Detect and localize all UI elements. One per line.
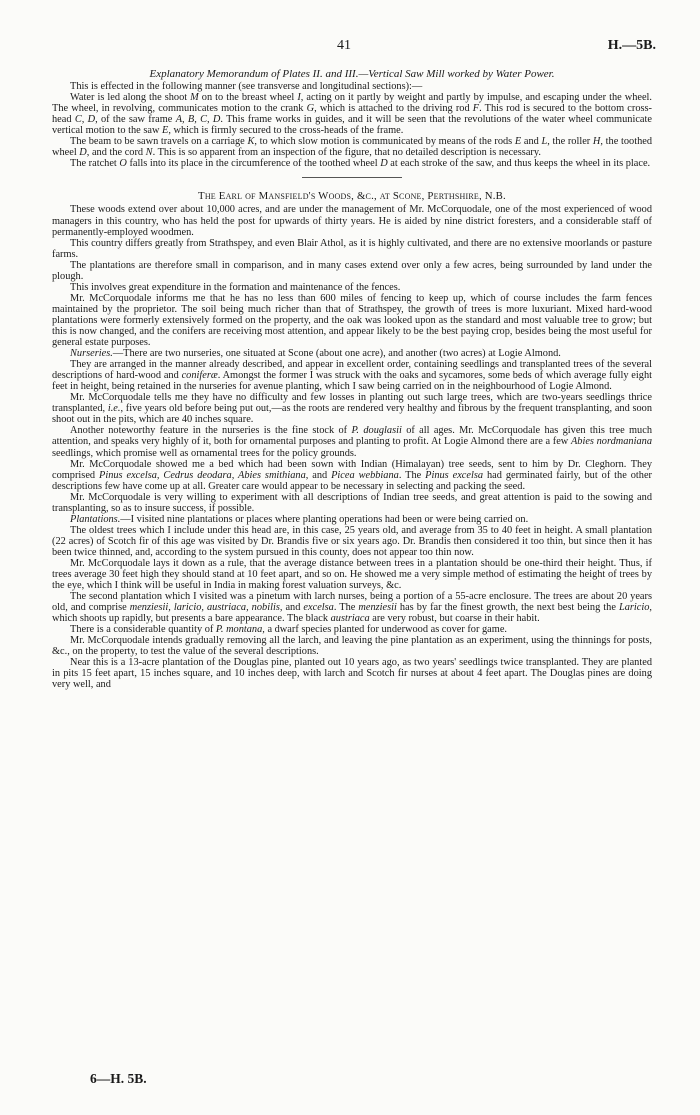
paragraph: The oldest trees which I include under this head are, in this case, 25 years old, and average from 35 to 40 feet in height. A small plantation (22 acres) of Scotch fir of this age was visited by Dr. Brandis five or six years ago. Dr. Brandis then considered it too thin, but since then it has been twice thinned, and, according to the system pursued in this county, does not appear too thin now.: [52, 524, 652, 558]
paragraph: They are arranged in the manner already described, and appear in excellent order, containing seedlings and transplanted trees of the several descriptions of hard-wood and coniferæ. Amongst the former I was struck with the oaks and sycamores, some beds of which average fully eight feet in height, being retained in the nurseries for avenue planting, which I saw being carried on in the neighbourhood of Logie Almond.: [52, 359, 652, 393]
section-title-scone: The Earl of Mansfield's Woods, &c., at Scone, Perthshire, N.B.: [198, 190, 506, 203]
document-reference: H.—5B.: [607, 38, 656, 53]
paragraph: This involves great expenditure in the formation and maintenance of the fences.: [70, 281, 401, 293]
paragraph: Mr. McCorquodale showed me a bed which had been sown with Indian (Himalayan) tree seeds, sent to him by Dr. Cleghorn. They comprised Pinus excelsa, Cedrus deodara, Abies smithiana, and Picea webbiana. The Pinus excelsa had germinated fairly, but of the other descriptions few have come up at all. Greater care would appear to be necessary in selecting and packing the seed.: [52, 458, 652, 492]
paragraph: This country differs greatly from Strathspey, and even Blair Athol, as it is highly cultivated, and there are no extensive moorlands or pasture farms.: [52, 237, 652, 260]
section-title-saw-mill: Explanatory Memorandum of Plates II. and III.—Vertical Saw Mill worked by Water Power.: [149, 68, 555, 80]
paragraph: Water is led along the shoot M on to the breast wheel I, acting on it partly by weight and partly by impulse, and escaping under the wheel. The wheel, in revolving, communicates motion to the crank G, which is attached to the driving rod F. This rod is secured to the bottom cross-head C, D, of the saw frame A, B, C, D. This frame works in guides, and it will be seen that the revolutions of the water wheel communicate vertical motion to the saw E, which is firmly secured to the cross-heads of the frame.: [52, 92, 653, 137]
paragraph: The second plantation which I visited was a pinetum with larch nurses, being a portion of a 55-acre enclosure. The trees are about 20 years old, and comprise menziesii, laricio, austriaca, nobilis, and excelsa. The menziesii has by far the finest growth, the next best being the Laricio, which shoots up rapidly, but presents a bare appearance. The black austriaca are very robust, but coarse in their habit.: [52, 591, 653, 625]
paragraph: Mr. McCorquodale tells me they have no difficulty and few losses in planting out such large trees, which are two-years seedlings thrice transplanted, i.e., five years old before being put out,—as the roots are rendered very healthy and fibrous by the frequent transplanting, and soon shoot out in the pits, which are 40 inches square.: [52, 392, 652, 426]
paragraph: Mr. McCorquodale is very willing to experiment with all descriptions of Indian tree seeds, and great attention is paid to the sowing and transplanting, so as to insure success, if possible.: [52, 491, 652, 514]
paragraph: The ratchet O falls into its place in the circumference of the toothed wheel D at each stroke of the saw, and thus keeps the wheel in its place.: [70, 158, 651, 170]
paragraph: Near this is a 13-acre plantation of the Douglas pine, planted out 10 years ago, as two years' seedlings twice transplanted. They are planted in pits 15 feet apart, 15 inches square, and 10 inches deep, with larch and Scotch fir nurses at about 4 feet apart. The Douglas pines are doing very well, and: [52, 657, 652, 691]
paragraph: Mr. McCorquodale intends gradually removing all the larch, and leaving the pine plantation as an experiment, using the thinnings for posts, &c., on the property, to test the value of the several descriptions.: [52, 635, 652, 658]
page-number: 41: [337, 38, 351, 53]
paragraph: These woods extend over about 10,000 acres, and are under the management of Mr. McCorquodale, one of the most experienced of wood managers in this country, who has held the post for upwards of thirty years. He is aided by nine district foresters, and a considerable staff of permanently-employed woodmen.: [52, 204, 652, 238]
paragraph: There is a considerable quantity of P. montana, a dwarf species planted for underwood as cover for game.: [70, 624, 507, 636]
paragraph-nurseries: Nurseries.—There are two nurseries, one situated at Scone (about one acre), and another (two acres) at Logie Almond.: [70, 348, 561, 360]
paragraph: Another noteworthy feature in the nurseries is the fine stock of P. douglasii of all ages. Mr. McCorquodale has given this tree much attention, and speaks very highly of it, both for ornamental purposes and planting to profit. At Logie Almond there are a few Abies nordmaniana seedlings, which promise well as ornamental trees for the policy grounds.: [52, 425, 652, 459]
section-divider: [302, 177, 402, 178]
page-header: [0, 38, 700, 54]
paragraph: Mr. McCorquodale informs me that he has no less than 600 miles of fencing to keep up, which of course includes the farm fences maintained by the proprietor. The soil being much richer than that of Strathspey, the growth of trees is more luxuriant. Mixed hard-wood plantations were formerly extensively formed on the property, and the oak was looked upon as the standard and most valuable tree to grow; but this is now changed, and the conifers are receiving most attention, and appear likely to be the best paying crop, besides being the most useful for general estate purposes.: [52, 292, 652, 349]
page-footer-signature: 6—H. 5B.: [90, 1071, 147, 1086]
paragraph: The beam to be sawn travels on a carriage K, to which slow motion is communicated by means of the rods E and L, the roller H, the toothed wheel D, and the cord N. This is so apparent from an inspection of the figure, that no detailed description is necessary.: [52, 136, 653, 159]
page-body: [52, 69, 652, 691]
paragraph: This is effected in the following manner (see transverse and longitudinal sections):—: [70, 81, 423, 93]
paragraph: Mr. McCorquodale lays it down as a rule, that the average distance between trees in a plantation should be one-third their height. Thus, if trees average 30 feet high they should stand at 10 feet apart, and so on. He showed me a very simple method of estimating the height of trees by the eye, which I think will be useful in India in making forest valuation surveys, &c.: [52, 557, 652, 592]
paragraph: The plantations are therefore small in comparison, and in many cases extend over only a few acres, being surrounded by land under the plough.: [52, 259, 652, 282]
paragraph-plantations: Plantations.—I visited nine plantations or places where planting operations had been or were being carried on.: [70, 513, 529, 525]
